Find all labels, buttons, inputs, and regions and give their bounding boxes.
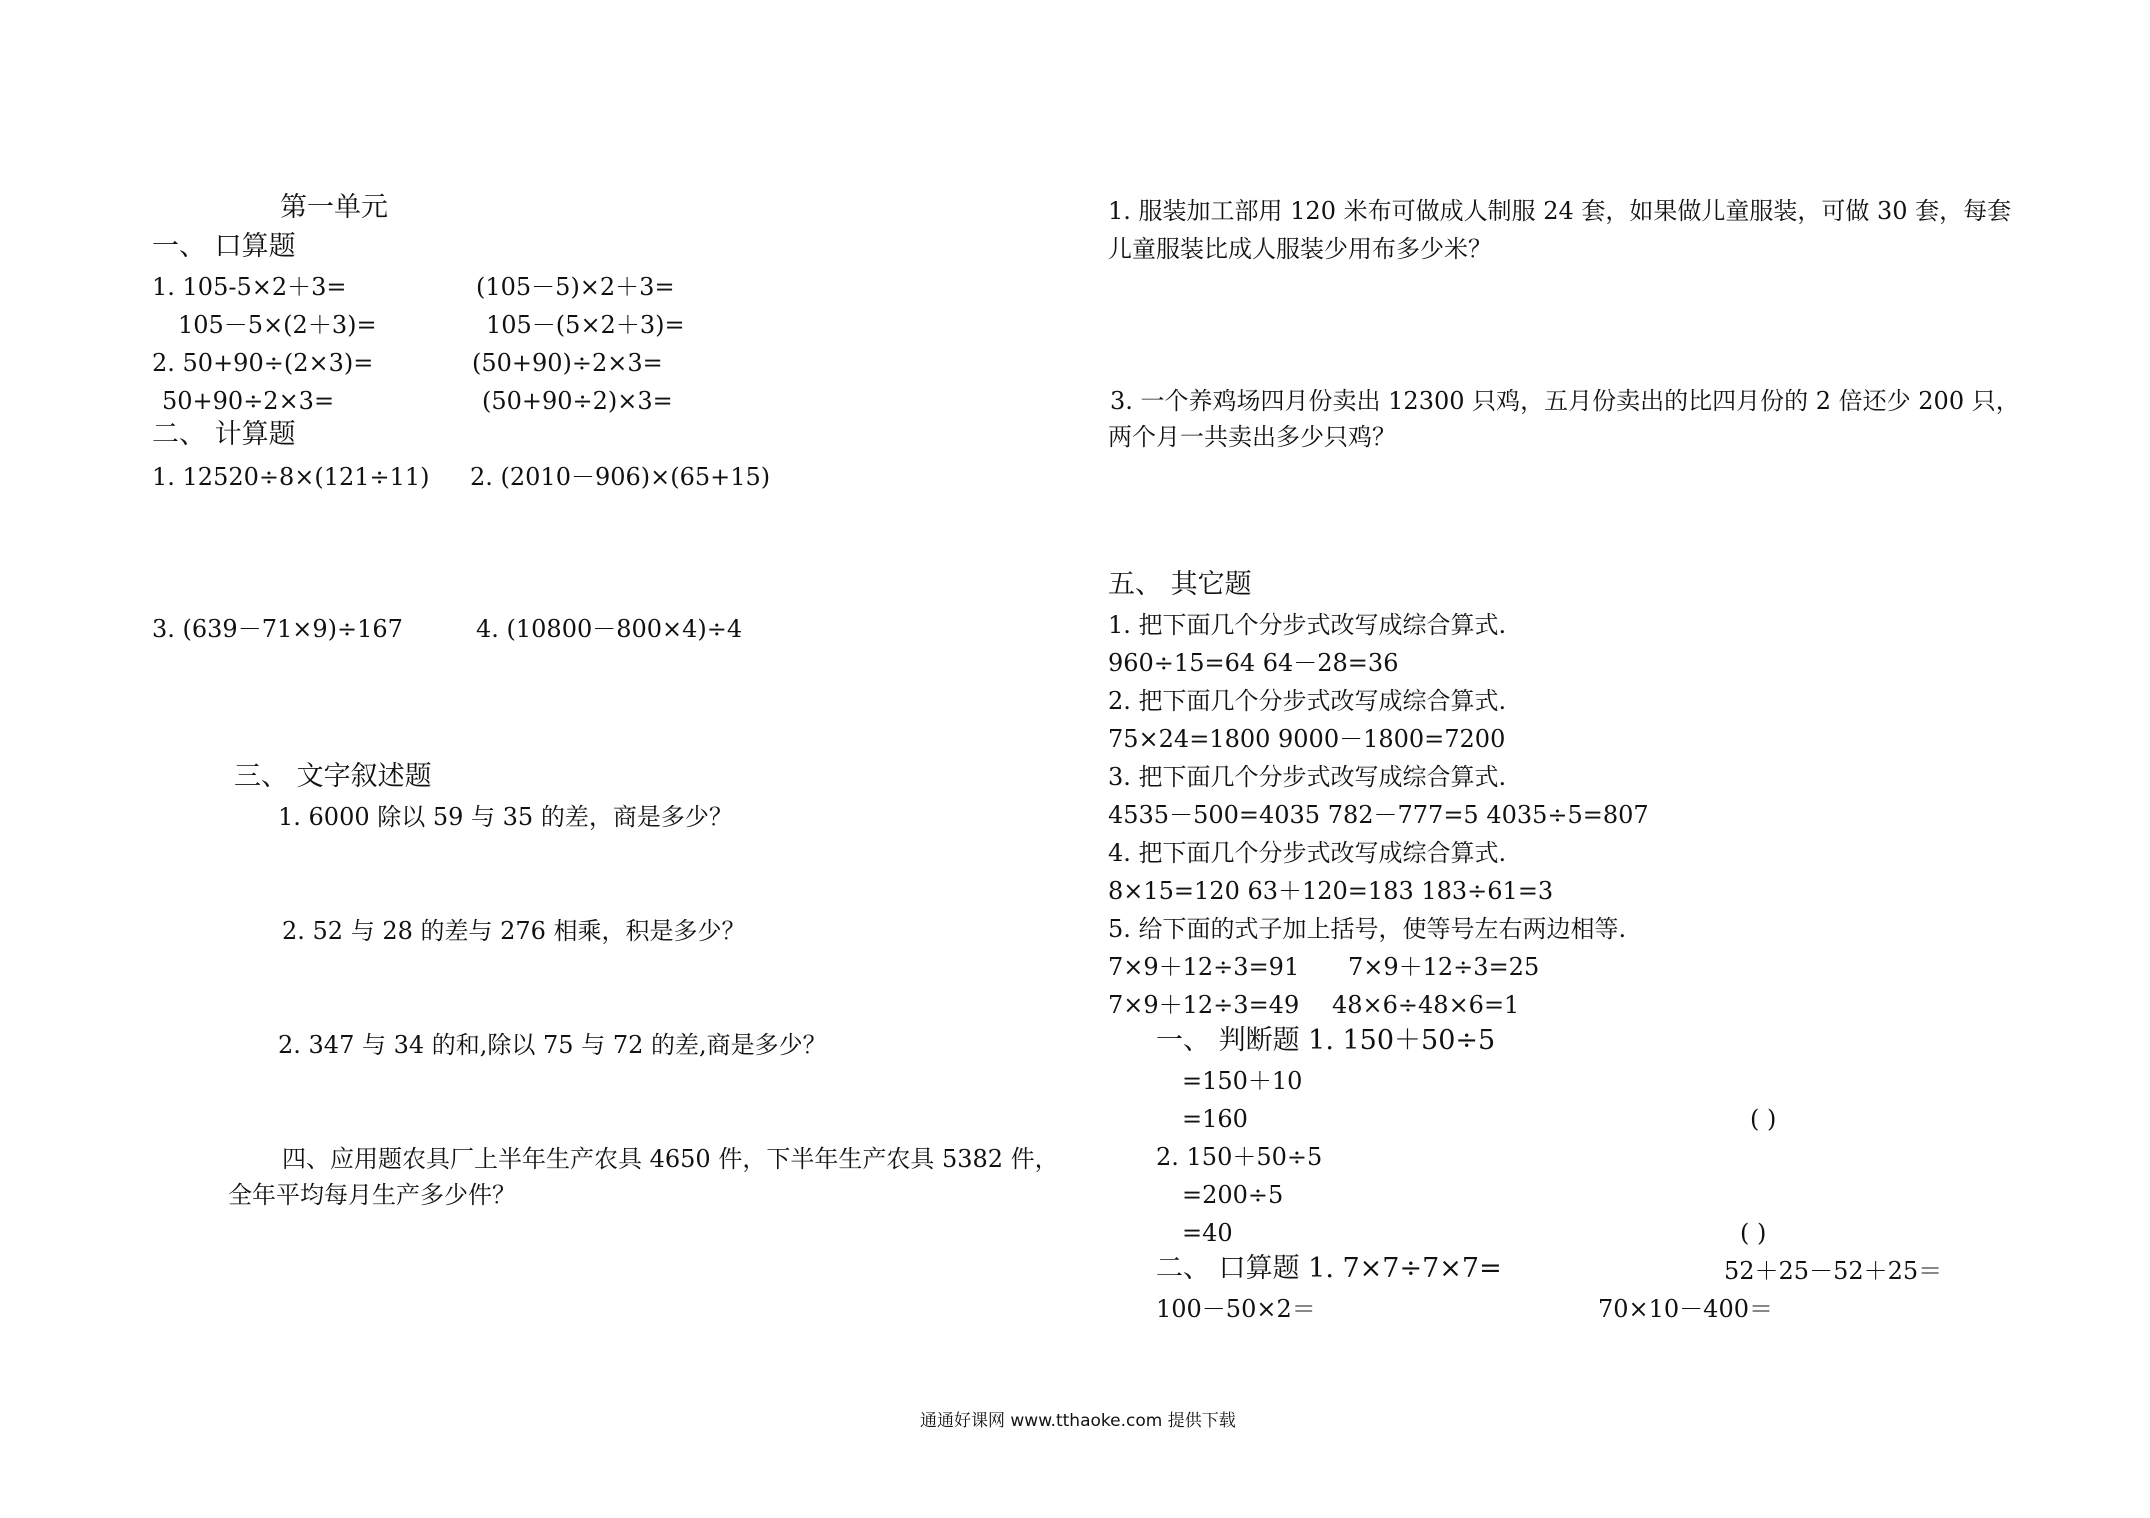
oral-item: (50+90÷2)×3= — [482, 387, 673, 415]
judge-step: =160 — [1182, 1105, 1248, 1133]
calc-item: 1. 12520÷8×(121÷11) — [152, 463, 430, 491]
section-other-title: 五、 其它题 — [1108, 569, 1252, 600]
section-word-title: 三、 文字叙述题 — [234, 761, 432, 792]
other-line: 48×6÷48×6=1 — [1332, 991, 1520, 1019]
oral-item: 105－5×(2＋3)= — [178, 311, 377, 339]
answer-blank: ( ) — [1750, 1105, 1777, 1133]
other-line: 3. 把下面几个分步式改写成综合算式. — [1108, 763, 1507, 791]
unit-title: 第一单元 — [280, 192, 388, 223]
calc-item: 4. (10800－800×4)÷4 — [476, 615, 743, 643]
word-question: 2. 52 与 28 的差与 276 相乘，积是多少？ — [282, 917, 746, 945]
oral-item: 52＋25－52＋25＝ — [1724, 1257, 1943, 1285]
applied-question-line: 全年平均每月生产多少件？ — [228, 1181, 516, 1209]
judge-step: 2. 150＋50÷5 — [1156, 1143, 1323, 1171]
answer-blank: ( ) — [1740, 1219, 1767, 1247]
judge-step: =200÷5 — [1182, 1181, 1284, 1209]
word-question: 1. 6000 除以 59 与 35 的差，商是多少？ — [278, 803, 733, 831]
applied-question-line: 四、应用题农具厂上半年生产农具 4650 件，下半年生产农具 5382 件， — [282, 1145, 1059, 1173]
calc-item: 2. (2010－906)×(65+15) — [470, 463, 771, 491]
applied-question-line: 3. 一个养鸡场四月份卖出 12300 只鸡，五月份卖出的比四月份的 2 倍还少 200 只， — [1110, 387, 2020, 415]
oral-item: 50+90÷2×3= — [162, 387, 335, 415]
other-line: 2. 把下面几个分步式改写成综合算式. — [1108, 687, 1507, 715]
applied-question-line: 两个月一共卖出多少只鸡？ — [1108, 423, 1396, 451]
other-line: 1. 把下面几个分步式改写成综合算式. — [1108, 611, 1507, 639]
other-line: 5. 给下面的式子加上括号，使等号左右两边相等. — [1108, 915, 1627, 943]
other-line: 7×9＋12÷3=91 — [1108, 953, 1300, 981]
oral-item: 105－(5×2＋3)= — [486, 311, 685, 339]
word-question: 2. 347 与 34 的和,除以 75 与 72 的差,商是多少？ — [278, 1031, 827, 1059]
oral-item: 70×10－400＝ — [1598, 1295, 1773, 1323]
other-line: 8×15=120 63＋120=183 183÷61=3 — [1108, 877, 1554, 905]
oral-item: (50+90)÷2×3= — [472, 349, 663, 377]
other-line: 75×24=1800 9000－1800=7200 — [1108, 725, 1506, 753]
applied-question-line: 儿童服装比成人服装少用布多少米？ — [1108, 235, 1492, 263]
section-oral-title: 一、 口算题 — [152, 231, 296, 262]
judge-step: =150＋10 — [1182, 1067, 1303, 1095]
footer-credit: 通通好课网 www.tthaoke.com 提供下载 — [920, 1411, 1236, 1431]
applied-question-line: 1. 服装加工部用 120 米布可做成人制服 24 套，如果做儿童服装，可做 30 套，每套 — [1108, 197, 2012, 225]
section-calc-title: 二、 计算题 — [152, 419, 296, 450]
oral-item: (105－5)×2＋3= — [476, 273, 675, 301]
other-line: 7×9＋12÷3=25 — [1348, 953, 1540, 981]
judge-step: =40 — [1182, 1219, 1233, 1247]
oral-item: 100－50×2＝ — [1156, 1295, 1316, 1323]
section-oral2-title: 二、 口算题 1. 7×7÷7×7= — [1156, 1253, 1502, 1284]
other-line: 7×9＋12÷3=49 — [1108, 991, 1300, 1019]
oral-item: 1. 105-5×2＋3= — [152, 273, 347, 301]
other-line: 4. 把下面几个分步式改写成综合算式. — [1108, 839, 1507, 867]
section-judge-title: 一、 判断题 1. 150＋50÷5 — [1156, 1025, 1496, 1056]
oral-item: 2. 50+90÷(2×3)= — [152, 349, 374, 377]
other-line: 4535－500=4035 782－777=5 4035÷5=807 — [1108, 801, 1649, 829]
other-line: 960÷15=64 64－28=36 — [1108, 649, 1399, 677]
calc-item: 3. (639－71×9)÷167 — [152, 615, 403, 643]
